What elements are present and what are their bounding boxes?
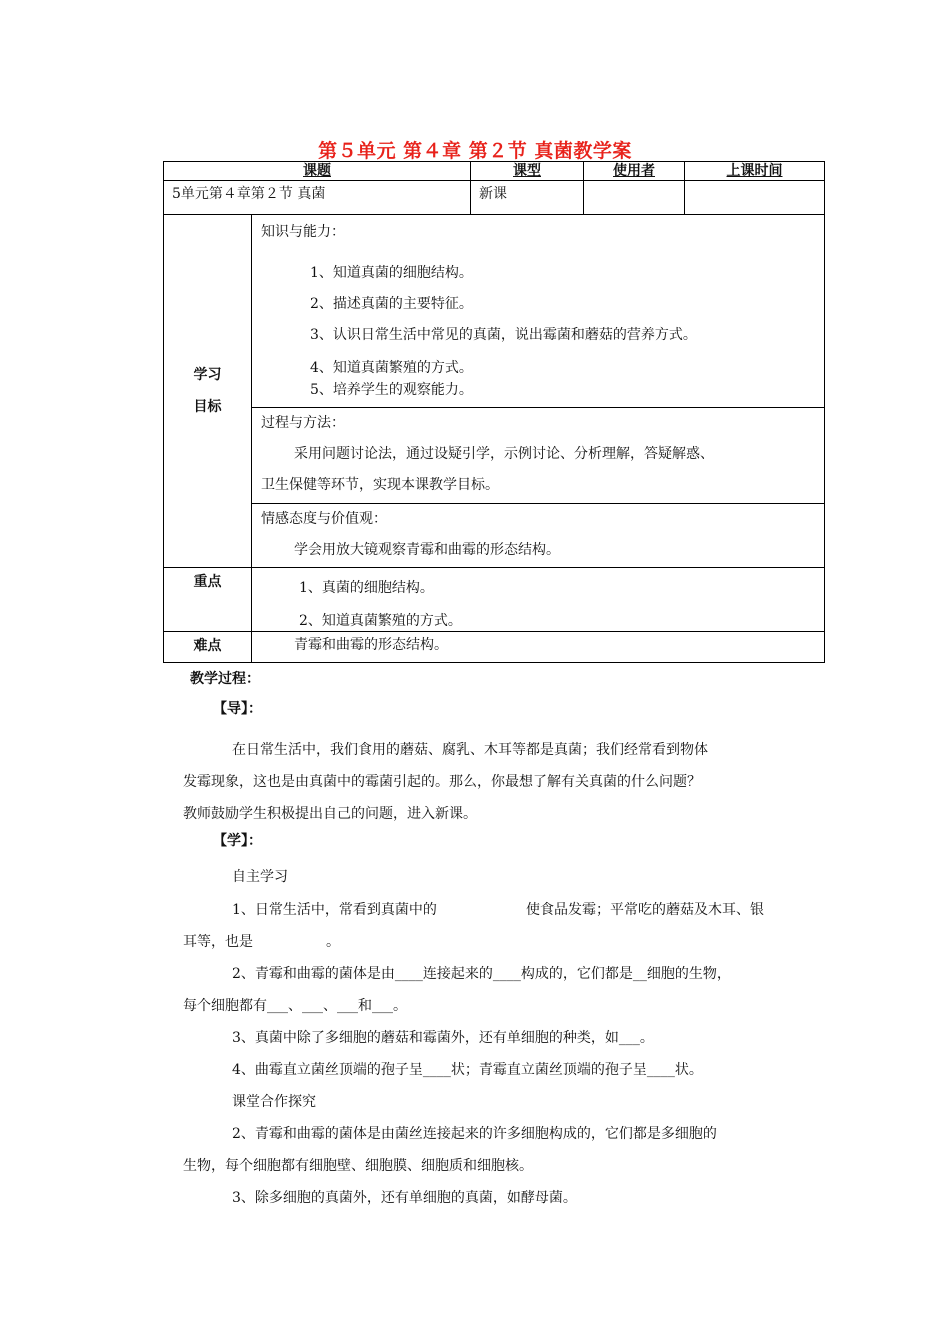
difficulty-text: 青霉和曲霉的形态结构。 (294, 637, 448, 653)
goals-emotion-row (164, 504, 825, 568)
learn-label: 【学】： (213, 833, 262, 849)
guide-line: 发霉现象，这也是由真菌中的霉菌引起的。那么，你最想了解有关真菌的什么问题？ (183, 774, 701, 790)
cooperation-line: 2、青霉和曲霉的菌体是由菌丝连接起来的许多细胞构成的，它们都是多细胞的 (232, 1126, 717, 1142)
cooperation-line: 生物，每个细胞都有细胞壁、细胞膜、细胞质和细胞核。 (183, 1158, 533, 1174)
question-1-part-d: 。 (326, 934, 340, 950)
emotion-heading: 情感态度与价值观： (261, 511, 387, 527)
knowledge-item: 3、认识日常生活中常见的真菌，说出霉菌和蘑菇的营养方式。 (310, 327, 697, 343)
question-2-line: 2、青霉和曲霉的菌体是由____连接起来的____构成的，它们都是__细胞的生物， (232, 966, 731, 982)
guide-line: 教师鼓励学生积极提出自己的问题，进入新课。 (183, 806, 477, 822)
page-title: 第５单元 第４章 第２节 真菌教学案 (318, 140, 632, 162)
type-value: 新课 (479, 186, 507, 202)
guide-label: 【导】： (213, 701, 262, 717)
table-header-row (164, 162, 825, 181)
guide-line: 在日常生活中，我们食用的蘑菇、腐乳、木耳等都是真菌；我们经常看到物体 (232, 742, 708, 758)
question-4: 4、曲霉直立菌丝顶端的孢子呈____状；青霉直立菌丝顶端的孢子呈____状。 (232, 1062, 703, 1078)
emotion-block (252, 504, 824, 567)
knowledge-block (252, 215, 824, 407)
question-1-part-c: 耳等，也是 (183, 934, 253, 950)
time-value (685, 181, 824, 209)
process-block (252, 408, 824, 503)
difficulty-row (164, 632, 825, 663)
header-type: 课型 (471, 162, 584, 181)
key-points-block (252, 568, 824, 631)
process-line: 采用问题讨论法，通过设疑引学，示例讨论、分析理解，答疑解惑、 (294, 446, 714, 462)
lesson-plan-table (163, 161, 825, 663)
key-points-label-cell (164, 568, 252, 632)
topic-cell (164, 181, 471, 215)
question-1-part-b: 使食品发霉；平常吃的蘑菇及木耳、银 (526, 902, 764, 918)
process-line: 卫生保健等环节，实现本课教学目标。 (261, 477, 499, 493)
question-3: 3、真菌中除了多细胞的蘑菇和霉菌外，还有单细胞的种类，如___。 (232, 1030, 654, 1046)
key-points-cell (252, 568, 825, 632)
emotion-cell (252, 504, 825, 568)
question-1-part-a: 1、日常生活中，常看到真菌中的 (232, 902, 437, 918)
goals-knowledge-row (164, 215, 825, 408)
difficulty-label: 难点 (193, 638, 222, 654)
knowledge-item: 2、描述真菌的主要特征。 (310, 296, 473, 312)
table-info-row (164, 181, 825, 215)
cooperation-line: 3、除多细胞的真菌外，还有单细胞的真菌，如酵母菌。 (232, 1190, 577, 1206)
goals-process-row (164, 408, 825, 504)
process-title: 教学过程： (190, 671, 260, 687)
knowledge-cell (252, 215, 825, 408)
goals-label-line1: 学习 (193, 367, 222, 383)
type-cell (471, 181, 584, 215)
user-value (584, 181, 684, 209)
knowledge-heading: 知识与能力： (261, 224, 345, 240)
header-time: 上课时间 (685, 162, 825, 181)
knowledge-item: 1、知道真菌的细胞结构。 (310, 265, 473, 281)
time-cell (685, 181, 825, 215)
goals-label-cell (164, 215, 252, 568)
goals-label-line2: 目标 (193, 399, 222, 415)
key-point-item: 1、真菌的细胞结构。 (299, 580, 434, 596)
cooperation-heading: 课堂合作探究 (232, 1094, 316, 1110)
header-user: 使用者 (584, 162, 685, 181)
process-heading: 过程与方法： (261, 415, 345, 431)
process-cell (252, 408, 825, 504)
self-study-heading: 自主学习 (232, 869, 288, 885)
difficulty-block (252, 632, 824, 662)
question-2-line: 每个细胞都有___、___、___和___。 (183, 998, 407, 1014)
header-topic: 课题 (164, 162, 471, 181)
topic-value: 5单元第４章第２节 真菌 (172, 186, 326, 202)
difficulty-label-cell (164, 632, 252, 663)
key-points-label: 重点 (193, 574, 222, 590)
knowledge-item: 5、培养学生的观察能力。 (310, 382, 473, 398)
difficulty-cell (252, 632, 825, 663)
key-points-row (164, 568, 825, 632)
key-point-item: 2、知道真菌繁殖的方式。 (299, 613, 462, 629)
knowledge-item: 4、知道真菌繁殖的方式。 (310, 360, 473, 376)
user-cell (584, 181, 685, 215)
emotion-line: 学会用放大镜观察青霉和曲霉的形态结构。 (294, 542, 560, 558)
